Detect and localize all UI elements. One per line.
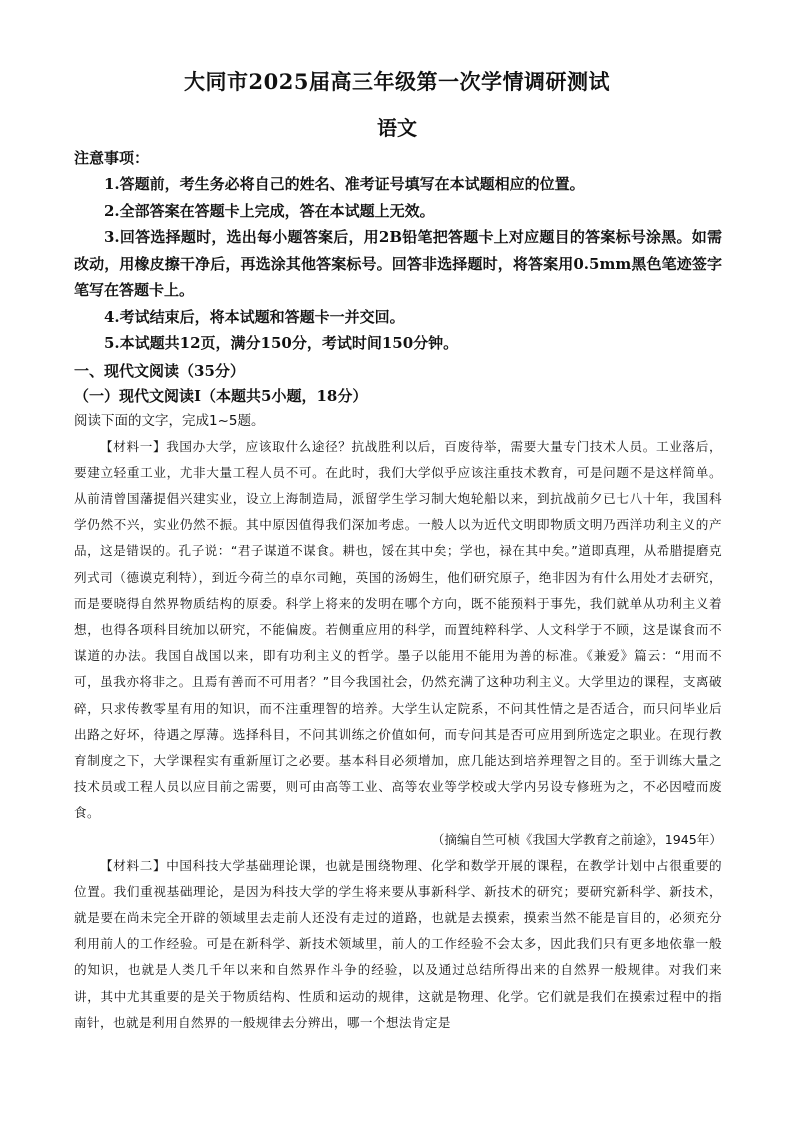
section-heading: 一、现代文阅读（35分） xyxy=(74,361,245,380)
exam-content xyxy=(74,145,722,1036)
exam-title: 大同市2025届高三年级第一次学情调研测试 xyxy=(184,69,610,94)
notice-heading: 注意事项： xyxy=(74,149,150,167)
material-2-text: 【材料二】中国科技大学基础理论课，也就是围绕物理、化学和数学开展的课程，在教学计划中占很重要的位置。我们重视基础理论，是因为科技大学的学生将来要从事新科学、新技术的研究；要研究新科学、新技术，就是要在尚未完全开辟的领域里去走前人还没有走过的道路，也就是去摸索，摸索当然不能是盲目的，必须充分利用前人的工作经验。可是在新科学、新技术领域里，前人的工作经验不会太多，因此我们只有更多地依靠一般的知识，也就是人类几千年以来和自然界作斗争的经验，以及通过总结所得出来的自然界一般规律。对我们来讲，其中尤其重要的是关于物质结构、性质和运动的规律，这就是物理、化学。它们就是我们在摸索过程中的指南针，也就是利用自然界的一般规律去分辨出，哪一个想法肯定是 xyxy=(74,857,722,1030)
notice-item-4: 4.考试结束后，将本试题和答题卡一并交回。 xyxy=(104,307,405,326)
notice-item-3: 3.回答选择题时，选出每小题答案后，用2B铅笔把答题卡上对应题目的答案标号涂黑。如需改动，用橡皮擦干净后，再选涂其他答案标号。回答非选择题时，将答案用0.5mm黑色笔迹签字笔写在答题卡上。 xyxy=(74,228,722,299)
material-1-source: （摘编自竺可桢《我国大学教育之前途》，1945年） xyxy=(431,831,722,847)
notice-item-2: 2.全部答案在答题卡上完成，答在本试题上无效。 xyxy=(104,201,435,220)
exam-subject: 语文 xyxy=(377,116,417,140)
subsection-heading: （一）现代文阅读Ⅰ（本题共5小题，18分） xyxy=(74,386,368,405)
notice-item-5: 5.本试题共12页，满分150分，考试时间150分钟。 xyxy=(104,334,459,352)
reading-instruction: 阅读下面的文字，完成1~5题。 xyxy=(74,412,265,429)
notice-item-1: 1.答题前，考生务必将自己的姓名、准考证号填写在本试题相应的位置。 xyxy=(104,175,585,193)
material-1-text: 【材料一】我国办大学，应该取什么途径？抗战胜利以后，百废待举，需要大量专门技术人员。工业落后，要建立轻重工业，尤非大量工程人员不可。在此时，我们大学似乎应该注重技术教育，可是问题不是这样简单。从前清曾国藩提倡兴建实业，设立上海制造局，派留学生学习制大炮轮船以来，到抗战前夕已七八十年，我国科学仍然不兴，实业仍然不振。其中原因值得我们深加考虑。一般人以为近代文明即物质文明乃西洋功利主义的产品，这是错误的。孔子说：“君子谋道不谋食。耕也，馁在其中矣；学也，禄在其中矣。”道即真理，从希腊提磨克列式司（德谟克利特），到近今荷兰的卓尔司鲍，英国的汤姆生，他们研究原子，绝非因为有什么用处才去研究，而是要晓得自然界物质结构的原委。科学上将来的发明在哪个方向，既不能预料于事先，我们就单从功利主义着想，也得各项科目统加以研究，不能偏废。若侧重应用的科学，而置纯粹科学、人文科学于不顾，这是谋食而不谋道的办法。我国自战国以来，即有功利主义的哲学。墨子以能用不能用为善的标准。《兼爱》篇云：“用而不可，虽我亦将非之。且焉有善而不可用者？”目今我国社会，仍然充满了这种功利主义。大学里边的课程，支离破碎，只求传教零星有用的知识，而不注重理智的培养。大学生认定院系，不问其性情之是否适合，而只问毕业后出路之好坏，待遇之厚薄。选择科目，不问其训练之价值如何，而专问其是否可应用到所选定之职业。在现行教育制度之下，大学课程实有重新厘订之必要。基本科目必须增加，庶几能达到培养理智之目的。至于训练大量之技术员或工程人员以应目前之需要，则可由高等工业、高等农业等学校或大学内另设专修班为之，不必因噎而废食。 xyxy=(74,438,722,821)
